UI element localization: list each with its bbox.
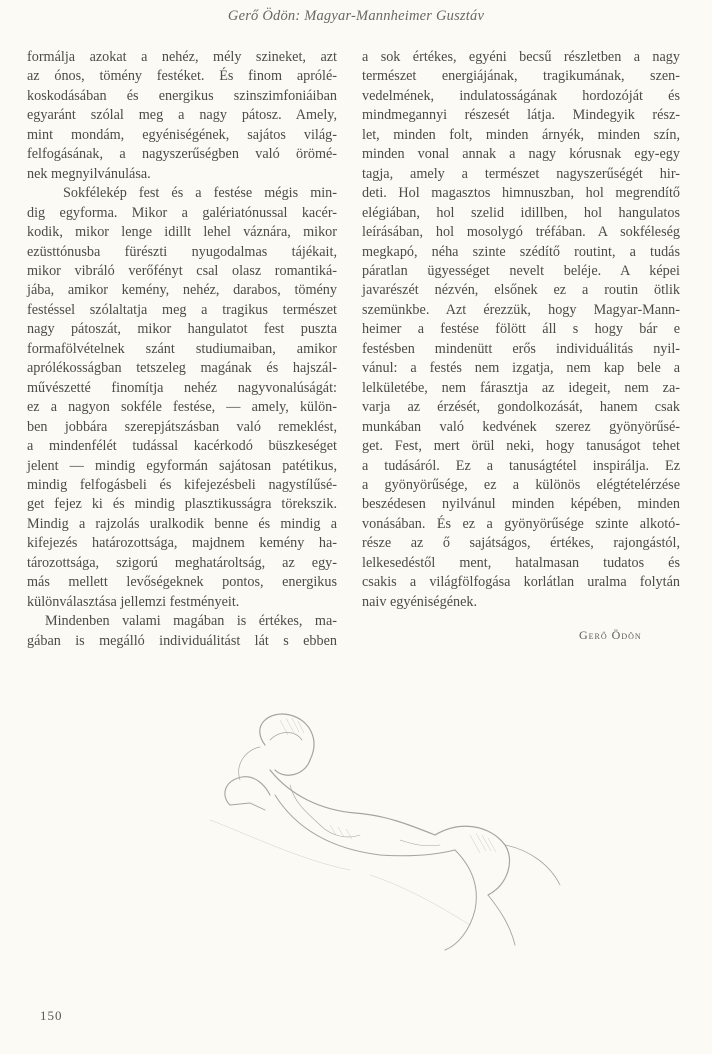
paragraph xyxy=(27,612,337,651)
text-line: vánul: a festés nem izgatja, nem kap bele a xyxy=(362,360,680,377)
running-header: Gerő Ödön: Magyar-Mannheimer Gusztáv xyxy=(227,8,485,24)
text-line: varja az érzését, gondolkozását, hanem csak xyxy=(362,399,680,416)
text-line: jába, amikor kemény, nehéz, darabos, tömény xyxy=(27,282,337,299)
text-line: a tudásáról. Ez a tanuságtétel inspirálja. Ez xyxy=(362,457,680,474)
paragraph xyxy=(27,184,337,612)
text-line: különválasztása jellemzi festményeit. xyxy=(27,593,240,610)
text-line: az ónos, tömény festéket. És finom aprólé- xyxy=(27,68,337,85)
text-line: mikor vibráló verőfényt csal olasz romantiká- xyxy=(27,262,337,279)
text-line: festésben mindenütt erős individuálitás nyil- xyxy=(362,340,680,357)
text-line: Mindig a rajzolás uralkodik benne és mindig a xyxy=(27,515,337,532)
text-line: mint mondám, egyéniségének, sajátos világ- xyxy=(27,126,337,143)
text-line: része az ő sajátságos, értékes, rajongástól, xyxy=(362,535,680,552)
text-line: ezüsttónusba fürészti nyugodalmas tájékait, xyxy=(27,243,337,260)
paragraph xyxy=(27,48,337,184)
text-line: minden vonal annak a nagy kórusnak egy-egy xyxy=(362,146,680,163)
text-line: páratlan ügyességet nevelt beléje. A képei xyxy=(362,262,680,279)
text-line: csakis a világfölfogása korlátlan uralma folytán xyxy=(362,574,680,591)
text-line: felfogásának, a nagyszerűségben való örömé- xyxy=(27,146,337,163)
author-signature: Gerő Ödön xyxy=(579,628,642,642)
text-line: megkapó, néha szinte szédítő routint, a tudás xyxy=(362,243,680,260)
text-line: kifejezés határozottsága, majdnem kemény ha- xyxy=(27,535,337,552)
text-line: jelent — mindig egyformán sajátosan patétikus, xyxy=(27,457,337,474)
figure-sketch-illustration xyxy=(170,685,570,960)
text-line: leírásában, hol mosolygó tréfában. A sokféleség xyxy=(362,224,680,241)
text-line: deti. Hol magasztos himnuszban, hol megrendítő xyxy=(362,185,680,202)
text-line: lelkesedéstől ment, hatalmasan tudatos és xyxy=(362,554,680,571)
text-line: beszédesen nyilvánul minden képében, minden xyxy=(362,496,680,513)
text-line: vedelmének, indulatosságának hordozóját és xyxy=(362,87,680,104)
text-line: tagja, amely a természet nagyszerűségét hir- xyxy=(362,165,680,182)
text-line: lelkületébe, nem fárasztja az idegeit, nem za- xyxy=(362,379,680,396)
text-line: aprólékosságban tetszeleg magának és hajszál- xyxy=(27,360,337,377)
text-line: mindmegannyi részesét látja. Mindegyik rész- xyxy=(362,107,680,124)
text-line: egyaránt szólal meg a nagy pátosz. Amely, xyxy=(27,107,337,124)
text-line: ez a nagyon sokféle festése, — amely, külön- xyxy=(27,399,337,416)
text-line: nek megnyilvánulása. xyxy=(27,165,151,182)
page-number: 150 xyxy=(40,1008,63,1023)
text-line: Sokfélekép fest és a festése mégis min- xyxy=(63,185,337,202)
text-line: művészetté finomítja nehéz nagyvonalúságát: xyxy=(27,379,337,396)
text-line: vonásában. És ez a gyönyörűsége szinte alkotó- xyxy=(362,515,680,532)
text-line: tározottsága, szigorú meghatároltság, az egy- xyxy=(27,554,337,571)
text-line: get fejez ki és mindig plasztikusságra törekszik. xyxy=(27,496,337,513)
text-line: szemünkbe. Azt érezzük, hogy Magyar-Mann- xyxy=(362,301,680,318)
text-line: gában is megálló individuálitást lát s ebben xyxy=(27,632,337,649)
text-line: naiv egyéniségének. xyxy=(362,593,478,610)
text-line: Mindenben valami magában is értékes, ma- xyxy=(45,613,337,630)
text-line: javarészét nézvén, elsőnek ez a routin ötlik xyxy=(362,282,680,299)
text-line: get. Fest, mert örül neki, hogy tanuságot tehet xyxy=(362,438,680,455)
text-line: munkában való kedvének szerez gyönyörűsé- xyxy=(362,418,680,435)
text-line: koskodásában és energikus szinszimfoniáiban xyxy=(27,87,337,104)
text-line: mindig felfogásbeli és kifejezésbeli nagystílűsé- xyxy=(27,476,337,493)
text-line: dig egyforma. Mikor a galériatónussal kacér- xyxy=(27,204,337,221)
text-line: a sok értékes, egyéni becsű részletben a nagy xyxy=(362,49,680,65)
text-line: a gyönyörűsége, ez a különös elégtételérzése xyxy=(362,476,680,493)
text-line: elégiában, hol szelid idillben, hol hangulatos xyxy=(362,204,680,221)
text-line: ben jobbára szerepjátszásban való remeklést, xyxy=(27,418,337,435)
text-line: nagy pátoszát, mikor hangulatot fest puszta xyxy=(27,321,337,338)
paragraph xyxy=(362,48,680,612)
left-column xyxy=(27,48,337,651)
text-line: festéssel szólaltatja meg a tragikus természet xyxy=(27,301,337,318)
text-line: más mellett levőségeknek pontos, energikus xyxy=(27,574,337,591)
text-line: let, minden folt, minden árnyék, minden szín, xyxy=(362,126,680,143)
right-column xyxy=(362,48,680,612)
text-line: formálja azokat a nehéz, mély szineket, azt xyxy=(27,49,337,65)
text-line: természet energiájának, tragikumának, szen- xyxy=(362,68,680,85)
text-line: a mindenfélét tudással kacérkodó büszkeséget xyxy=(27,438,337,455)
text-line: formafölvételnek szánt studiumaiban, amikor xyxy=(27,340,337,357)
text-line: kodik, mikor lenge idillt lehel váznára, mikor xyxy=(27,224,337,241)
text-line: heimer a festése fölött áll s hogy bár e xyxy=(362,321,680,338)
